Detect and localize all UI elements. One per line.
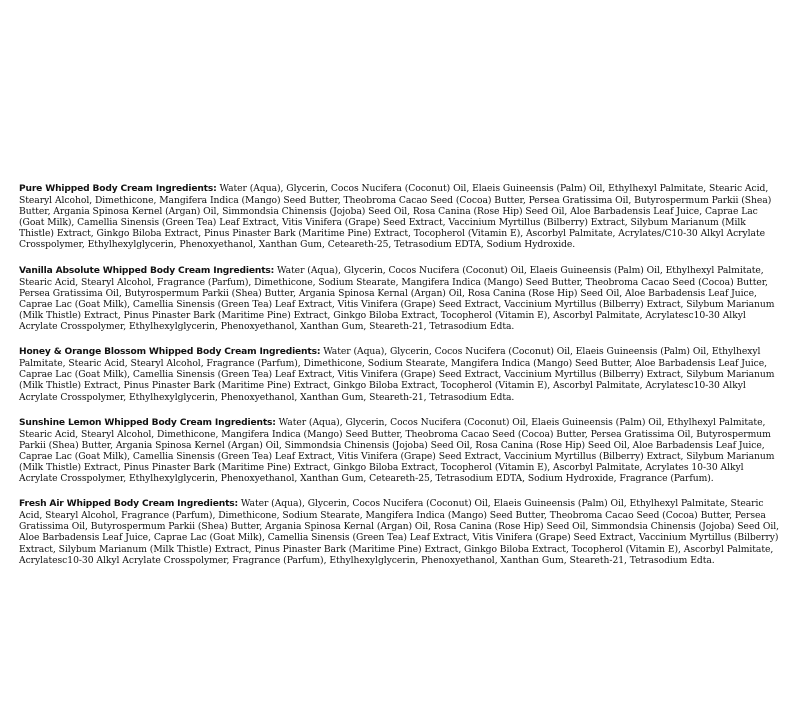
ingredient-title: Pure Whipped Body Cream Ingredients: xyxy=(19,184,217,194)
ingredient-list: Water (Aqua), Glycerin, Cocos Nucifera (Coconut) Oil, Elaeis Guineensis (Palm) Oil, Ethylhexyl Palmitate, Stearic Acid, Stearyl Alcohol, Fragrance (Parfum), Dimethicone, Sodium Stearate, Mangifera Indica (Mango) Seed Butter, Aloe Barbadensis Leaf Juice, Caprae Lac (Goat Milk), Camellia Sinensis (Green Tea) Leaf Extract, Vitis Vinifera (Grape) Seed Extract, Vaccinium Myrtillus (Bilberry) Extract, Silybum Marianum (Milk Thistle) Extract, Pinus Pinaster Bark (Maritime Pine) Extract, Ginkgo Biloba Extract, Tocopherol (Vitamin E), Ascorbyl Palmitate, Acrylatesc10-30 Alkyl Acrylate Crosspolymer, Ethylhexylglycerin, Phenoxyethanol, Xanthan Gum, Steareth-21, Tetrasodium Edta. xyxy=(19,346,775,403)
ingredient-title: Vanilla Absolute Whipped Body Cream Ingredients: xyxy=(19,265,275,276)
ingredients-document xyxy=(19,183,781,580)
ingredient-list: Water (Aqua), Glycerin, Cocos Nucifera (Coconut) Oil, Elaeis Guineensis (Palm) Oil, Ethylhexyl Palmitate, Stearic Acid, Stearyl Alcohol, Dimethicone, Mangifera Indica (Mango) Seed Butter, Theobroma Cacao Seed (Cocoa) Butter, Persea Gratissima Oil, Butyrospermum Parkii (Shea) Butter, Argania Spinosa Kernel (Argan) Oil, Simmondsia Chinensis (Jojoba) Seed Oil, Rosa Canina (Rose Hip) Seed Oil, Aloe Barbadensis Leaf Juice, Caprae Lac (Goat Milk), Camellia Sinensis (Green Tea) Leaf Extract, Vitis Vinifera (Grape) Seed Extract, Vaccinium Myrtillus (Bilberry) Extract, Silybum Marianum (Milk Thistle) Extract, Pinus Pinaster Bark (Maritime Pine) Extract, Ginkgo Biloba Extract, Tocopherol (Vitamin E), Ascorbyl Palmitate, Acrylates 10-30 Alkyl Acrylate Crosspolymer, Ethylhexylglycerin, Phenoxyethanol, Xanthan Gum, Ceteareth-25, Tetrasodium EDTA, Sodium Hydroxide, Fragrance (Parfum). xyxy=(19,416,775,485)
ingredient-block-sunshine-lemon xyxy=(19,417,781,485)
ingredient-list: Water (Aqua), Glycerin, Cocos Nucifera (Coconut) Oil, Elaeis Guineensis (Palm) Oil, Ethylhexyl Palmitate, Stearic Acid, Stearyl Alcohol, Dimethicone, Mangifera Indica (Mango) Seed Butter, Theobroma Cacao Seed (Cocoa) Butter, Persea Gratissima Oil, Butyrospermum Parkii (Shea) Butter, Argania Spinosa Kernel (Argan) Oil, Simmondsia Chinensis (Jojoba) Seed Oil, Rosa Canina (Rose Hip) Seed Oil, Aloe Barbadensis Leaf Juice, Caprae Lac (Goat Milk), Camellia Sinensis (Green Tea) Leaf Extract, Vitis Vinifera (Grape) Seed Extract, Vaccinium Myrtillus (Bilberry) Extract, Silybum Marianum (Milk Thistle) Extract, Ginkgo Biloba Extract, Pinus Pinaster Bark (Maritime Pine) Extract, Tocopherol (Vitamin E), Ascorbyl Palmitate, Acrylates/C10-30 Alkyl Acrylate Crosspolymer, Ethylhexylglycerin, Phenoxyethanol, Xanthan Gum, Ceteareth-25, Tetrasodium EDTA, Sodium Hydroxide. xyxy=(19,183,772,251)
ingredient-list: Water (Aqua), Glycerin, Cocos Nucifera (Coconut) Oil, Elaeis Guineensis (Palm) Oil, Ethylhexyl Palmitate, Stearic Acid, Stearyl Alcohol, Fragrance (Parfum), Dimethicone, Sodium Stearate, Mangifera Indica (Mango) Seed Butter, Theobroma Cacao Seed (Cocoa) Butter, Persea Gratissima Oil, Butyrospermum Parkii (Shea) Butter, Argania Spinosa Kernal (Argan) Oil, Rosa Canina (Rose Hip) Seed Oil, Aloe Barbadensis Leaf Juice, Caprae Lac (Goat Milk), Camellia Sinensis (Green Tea) Leaf Extract, Vitis Vinifera (Grape) Seed Extract, Vaccinium Myrtillus (Bilberry) Extract, Silybum Marianum (Milk Thistle) Extract, Pinus Pinaster Bark (Maritime Pine) Extract, Ginkgo Biloba Extract, Tocopherol (Vitamin E), Ascorbyl Palmitate, Acrylatesc10-30 Alkyl Acrylate Crosspolymer, Ethylhexylglycerin, Phenoxyethanol, Xanthan Gum, Steareth-21, Tetrasodium Edta. xyxy=(19,264,775,333)
ingredient-block-fresh-air xyxy=(19,498,781,566)
ingredient-block-honey-orange-blossom xyxy=(19,346,781,402)
ingredient-block-pure xyxy=(19,183,781,251)
ingredient-title: Honey & Orange Blossom Whipped Body Cream Ingredients: xyxy=(19,347,321,358)
ingredient-title: Fresh Air Whipped Body Cream Ingredients: xyxy=(19,499,239,510)
ingredient-title: Sunshine Lemon Whipped Body Cream Ingredients: xyxy=(19,417,276,428)
ingredient-list: Water (Aqua), Glycerin, Cocos Nucifera (Coconut) Oil, Elaeis Guineensis (Palm) Oil, Ethylhexyl Palmitate, Stearic Acid, Stearyl Alcohol, Fragrance (Parfum), Dimethicone, Sodium Stearate, Mangifera Indica (Mango) Seed Butter, Theobroma Cacao Seed (Cocoa) Butter, Persea Gratissima Oil, Butyrospermum Parkii (Shea) Butter, Argania Spinosa Kernal (Argan) Oil, Rosa Canina (Rose Hip) Seed Oil, Simmondsia Chinensis (Jojoba) Seed Oil, Aloe Barbadensis Leaf Juice, Caprae Lac (Goat Milk), Camellia Sinensis (Green Tea) Leaf Extract, Vitis Vinifera (Grape) Seed Extract, Vaccinium Myrtillus (Bilberry) Extract, Silybum Marianum (Milk Thistle) Extract, Pinus Pinaster Bark (Maritime Pine) Extract, Ginkgo Biloba Extract, Tocopherol (Vitamin E), Ascorbyl Palmitate, Acrylatesc10-30 Alkyl Acrylate Crosspolymer, Fragrance (Parfum), Ethylhexylglycerin, Phenoxyethanol, Xanthan Gum, Steareth-21, Tetrasodium Edta. xyxy=(19,498,780,566)
ingredient-block-vanilla-absolute xyxy=(19,265,781,333)
